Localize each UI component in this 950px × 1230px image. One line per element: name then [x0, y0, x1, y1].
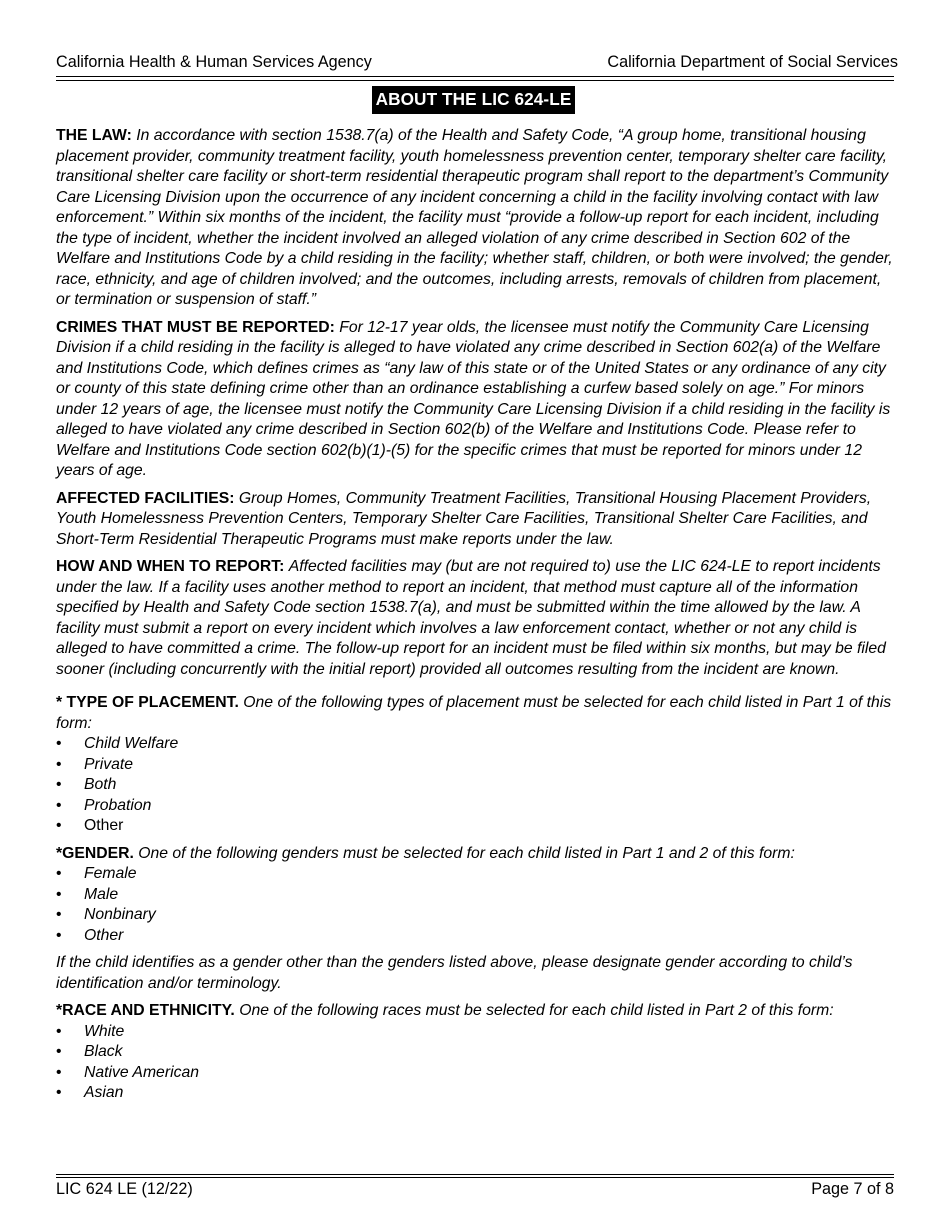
list-item: • Probation: [56, 796, 898, 817]
bullet-icon: •: [56, 906, 62, 923]
bullet-icon: •: [56, 735, 62, 752]
bullet-icon: •: [56, 755, 62, 773]
list-item: • Male: [56, 885, 898, 906]
form-id: LIC 624 LE (12/22): [56, 1180, 193, 1198]
race-list: [56, 1022, 898, 1104]
section-label: AFFECTED FACILITIES:: [56, 489, 235, 507]
bullet-icon: •: [56, 865, 62, 882]
bullet-icon: •: [56, 776, 62, 793]
list-item: • Other: [56, 816, 898, 837]
bullet-icon: •: [56, 796, 62, 814]
list-item: • Other: [56, 926, 898, 947]
gender-list: [56, 864, 898, 946]
bullet-icon: •: [56, 1022, 62, 1040]
bullet-icon: •: [56, 817, 62, 834]
section-text: One of the following races must be selected for each child listed in Part 2 of this form:: [239, 1002, 834, 1019]
list-item: • Black: [56, 1042, 898, 1063]
document-body: [56, 126, 898, 1111]
section-text: Affected facilities may (but are not required to) use the LIC 624-LE to report incidents under the law. If a facility uses another method to report an incident, that method must capture all of the information specified by Health and Safety Code section 1538.7(a), and must be submitted within the time allowed by the law. A facility must submit a report on every incident which involves a law enforcement contact, whether or not any child is alleged to have committed a crime. The follow-up report for an incident must be filed within six months, but may be filed sooner (including concurrently with the initial report) provided all outcomes resulting from the incident are known.: [56, 558, 886, 678]
section-race-ethnicity: [56, 1001, 898, 1022]
placement-list: [56, 734, 898, 837]
section-crimes-reported: [56, 318, 898, 482]
list-item: • Native American: [56, 1063, 898, 1084]
list-item: • Private: [56, 755, 898, 776]
page-number: Page 7 of 8: [811, 1180, 894, 1198]
bullet-icon: •: [56, 1084, 62, 1101]
section-text: In accordance with section 1538.7(a) of the Health and Safety Code, “A group home, transitional housing placement provider, community treatment facility, youth homelessness prevention center, temporary shelter care facility, transitional shelter care facility or short-term residential therapeutic program shall report to the department’s Community Care Licensing Division upon the occurrence of any incident concerning a child in the facility involving contact with law enforcement.” Within six months of the incident, the facility must “provide a follow-up report for each incident, including the type of incident, whether the incident involved an alleged violation of any crime described in Section 602 of the Welfare and Institutions Code by a child residing in the facility; whether staff, children, or both were involved; the gender, race, ethnicity, and age of children involved; and the outcomes, including arrests, removals of children from placement, or termination or suspension of staff.”: [56, 127, 893, 308]
list-item: • Nonbinary: [56, 905, 898, 926]
section-label: HOW AND WHEN TO REPORT:: [56, 558, 285, 575]
section-gender: [56, 844, 898, 865]
list-item: • Child Welfare: [56, 734, 898, 755]
section-label: *GENDER.: [56, 844, 134, 862]
bullet-icon: •: [56, 926, 62, 944]
footer-rule: [56, 1177, 894, 1178]
section-label: *RACE AND ETHNICITY.: [56, 1002, 235, 1019]
page-title: ABOUT THE LIC 624-LE: [372, 86, 576, 114]
agency-name: California Health & Human Services Agency: [56, 53, 372, 71]
list-item: • Female: [56, 864, 898, 885]
section-how-when-report: [56, 557, 898, 680]
section-text: One of the following genders must be selected for each child listed in Part 1 and 2 of this form:: [138, 844, 795, 862]
department-name: California Department of Social Services: [607, 53, 898, 71]
list-item: • Both: [56, 775, 898, 796]
list-item: • Asian: [56, 1083, 898, 1104]
section-affected-facilities: [56, 489, 898, 551]
section-text: One of the following types of placement must be selected for each child listed in Part 1 of this form:: [56, 694, 892, 732]
section-label: THE LAW:: [56, 127, 132, 144]
title-wrapper: [0, 86, 950, 114]
list-item: • White: [56, 1022, 898, 1043]
section-text: For 12-17 year olds, the licensee must notify the Community Care Licensing Division if a child residing in the facility is alleged to have violated any crime described in Section 602(a) of the Welfare and Institutions Code, which defines crimes as “any law of this state or of the United States or any ordinance of any city or county of this state defining crime other than an ordinance establishing a curfew based solely on age.” For minors under 12 years of age, the licensee must notify the Community Care Licensing Division if a child residing in the facility is alleged to have violated any crime described in Section 602(b) of the Welfare and Institutions Code. Please refer to Welfare and Institutions Code section 602(b)(1)-(5) for the specific crimes that must be reported for minors under 12 years of age.: [56, 318, 891, 479]
gender-note: If the child identifies as a gender other than the genders listed above, please designate gender according to child’s identification and/or terminology.: [56, 954, 853, 992]
bullet-icon: •: [56, 885, 62, 903]
section-text: Group Homes, Community Treatment Facilities, Transitional Housing Placement Providers, Youth Homelessness Prevention Centers, Temporary Shelter Care Facilities, Transitional Shelter Care Facilities, and Short-Term Residential Therapeutic Programs must make reports under the law.: [56, 489, 872, 548]
header-rule-thin: [56, 80, 894, 81]
section-type-of-placement: [56, 693, 898, 734]
bullet-icon: •: [56, 1043, 62, 1060]
section-label: * TYPE OF PLACEMENT.: [56, 694, 239, 711]
footer-rule-thin: [56, 1174, 894, 1175]
section-label: CRIMES THAT MUST BE REPORTED:: [56, 318, 335, 336]
header-rule: [56, 76, 894, 77]
section-the-law: [56, 126, 898, 311]
bullet-icon: •: [56, 1063, 62, 1081]
